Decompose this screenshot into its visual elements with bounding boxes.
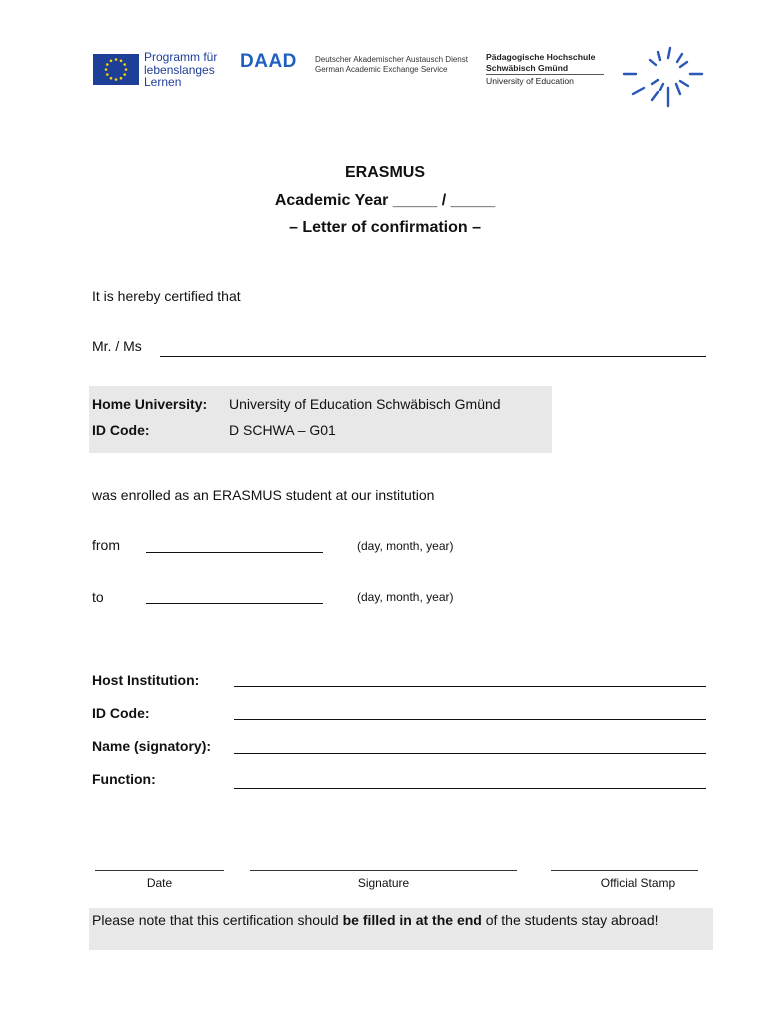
function-line[interactable]	[234, 788, 706, 789]
host-id-label: ID Code:	[92, 705, 150, 721]
document-title: ERASMUS	[344, 164, 425, 181]
host-id-line[interactable]	[234, 719, 706, 720]
host-institution-label: Host Institution:	[92, 672, 200, 688]
host-institution-line[interactable]	[234, 686, 706, 687]
home-university-label: Home University:	[92, 396, 208, 412]
signatory-name-line[interactable]	[234, 753, 706, 754]
home-id-value: D SCHWA – G01	[229, 422, 336, 438]
academic-year-line: Academic Year _____ / _____	[274, 192, 496, 209]
enrolled-text: was enrolled as an ERASMUS student at our institution	[92, 487, 435, 503]
signature-line[interactable]	[250, 870, 517, 871]
signature-caption: Signature	[357, 876, 410, 890]
function-label: Function:	[92, 771, 156, 787]
from-date-line[interactable]	[146, 552, 323, 553]
stamp-caption: Official Stamp	[600, 876, 676, 890]
to-label: to	[92, 589, 104, 605]
ph-name: Pädagogische Hochschule Schwäbisch Gmünd	[486, 52, 596, 73]
from-label: from	[92, 537, 120, 553]
university-sun-icon	[620, 44, 706, 114]
daad-text: Deutscher Akademischer Austausch Dienst German Academic Exchange Service	[315, 55, 468, 74]
date-caption: Date	[146, 876, 173, 890]
ph-divider	[486, 74, 604, 75]
from-date-hint: (day, month, year)	[357, 539, 454, 553]
note-text: Please note that this certification should be filled in at the end of the students stay abroad!	[92, 912, 659, 928]
signatory-name-label: Name (signatory):	[92, 738, 212, 754]
to-date-line[interactable]	[146, 603, 323, 604]
home-id-label: ID Code:	[92, 422, 150, 438]
letter-subtitle: – Letter of confirmation –	[288, 219, 482, 236]
intro-text: It is hereby certified that	[92, 288, 241, 304]
stamp-line[interactable]	[551, 870, 698, 871]
daad-logo: DAAD	[240, 51, 297, 72]
name-label: Mr. / Ms	[92, 338, 142, 354]
date-signature-line[interactable]	[95, 870, 224, 871]
to-date-hint: (day, month, year)	[357, 590, 454, 604]
eu-flag-logo	[93, 54, 139, 85]
home-university-value: University of Education Schwäbisch Gmünd	[229, 396, 501, 412]
name-field-line[interactable]	[160, 356, 706, 357]
eu-programme-text: Programm für lebenslanges Lernen	[144, 50, 218, 89]
ph-subtitle: University of Education	[486, 76, 574, 86]
